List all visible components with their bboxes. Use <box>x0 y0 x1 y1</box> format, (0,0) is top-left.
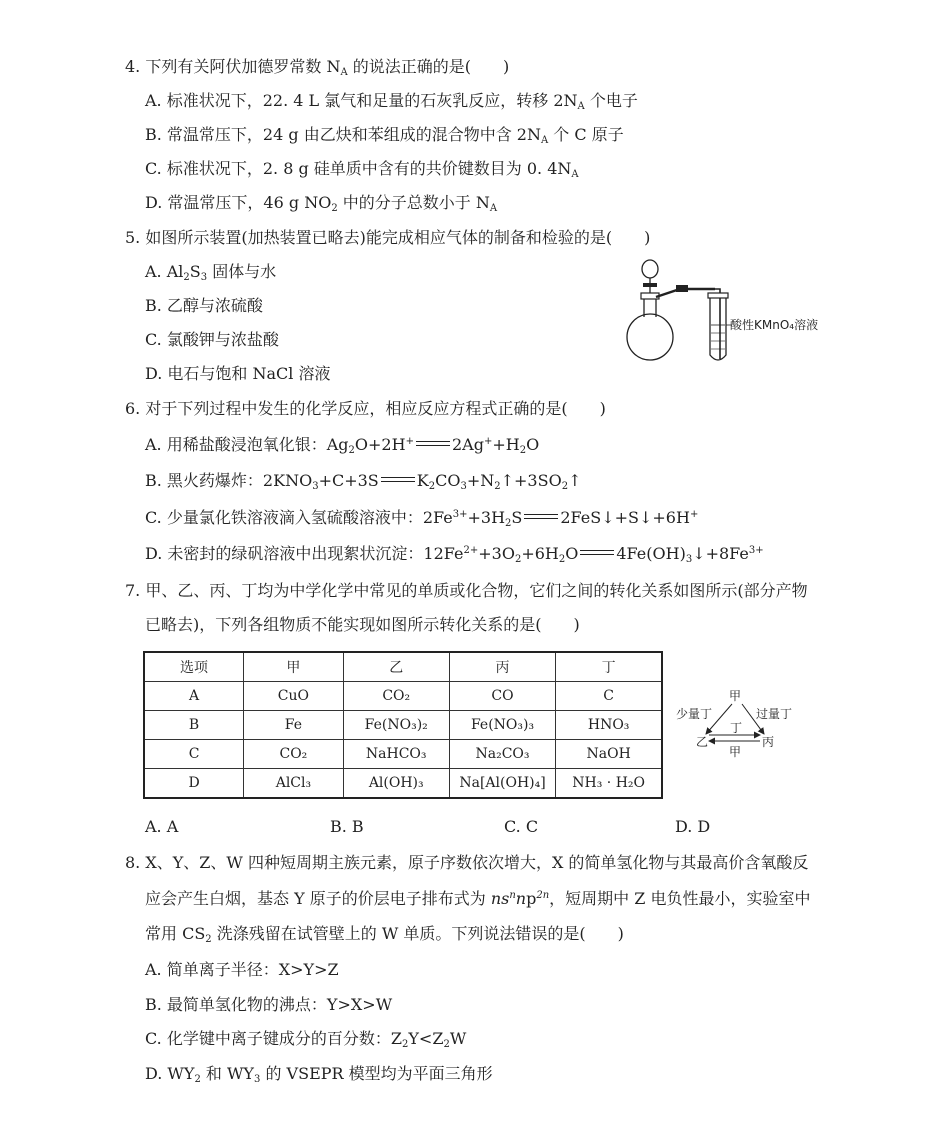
q5-option-a: A. $Al_2S_3$ 固体与水 <box>145 262 277 283</box>
table-row <box>144 740 662 769</box>
table-cell: D <box>144 769 244 799</box>
q4-option-c: C. 标准状况下，2. 8 g 硅单质中含有的共价键数目为 0. $4N_A$ <box>145 159 579 180</box>
table-cell: A <box>144 682 244 711</box>
q7-answer-a: A. A <box>145 817 179 836</box>
q6-option-a: A. 用稀盐酸浸泡氧化银：$Ag_2O+2H^+$ $2Ag^++H_2O$ <box>145 435 540 456</box>
table-cell: NH₃ · H₂O <box>556 769 662 799</box>
edge-label-right: 过量丁 <box>756 707 793 721</box>
q6-option-d: D. 未密封的绿矾溶液中出现絮状沉淀：$12Fe^{2+}+3O_2+6H_2O$ $4Fe(OH)_3↓+8Fe^{3+}$ <box>145 544 764 565</box>
q5-option-c: C. 氯酸钾与浓盐酸 <box>145 330 279 349</box>
table-cell: AlCl₃ <box>244 769 344 799</box>
table-cell: Fe(NO₃)₂ <box>343 711 449 740</box>
table-row <box>144 711 662 740</box>
table-header-row <box>144 652 662 682</box>
q7-answer-d: D. D <box>675 817 711 836</box>
edge-label-mid-top: 丁 <box>730 721 743 735</box>
q5-option-d: D. 电石与饱和 NaCl 溶液 <box>145 364 331 383</box>
q8-stem-line1: 8. X、Y、Z、W 四种短周期主族元素，原子序数依次增大，X 的简单氢化物与其最高价含氧酸反 <box>125 853 809 872</box>
table-header: 丁 <box>556 652 662 682</box>
q7-answer-c: C. C <box>504 817 539 836</box>
table-row <box>144 769 662 799</box>
q7-stem-line1: 7. 甲、乙、丙、丁均为中学化学中常见的单质或化合物，它们之间的转化关系如图所示(部分产物 <box>125 581 808 600</box>
q4-option-a: A. 标准状况下，22. 4 L 氯气和足量的石灰乳反应，转移 $2N_A$ 个电子 <box>145 91 638 112</box>
q8-option-a: A. 简单离子半径：X>Y>Z <box>145 960 339 979</box>
table-row <box>144 682 662 711</box>
q7-transformation-diagram <box>676 688 826 778</box>
q7-options-table <box>143 651 663 799</box>
table-cell: NaHCO₃ <box>343 740 449 769</box>
q8-option-b: B. 最简单氢化物的沸点：Y>X>W <box>145 995 393 1014</box>
q4-option-b: B. 常温常压下，24 g 由乙炔和苯组成的混合物中含 $2N_A$ 个 C 原子 <box>145 125 624 146</box>
table-cell: CuO <box>244 682 344 711</box>
table-cell: C <box>144 740 244 769</box>
table-header: 甲 <box>244 652 344 682</box>
table-cell: C <box>556 682 662 711</box>
table-cell: B <box>144 711 244 740</box>
node-bing: 丙 <box>762 735 775 749</box>
q8-option-d: D. $WY_2$ 和 $WY_3$ 的 VSEPR 模型均为平面三角形 <box>145 1064 493 1085</box>
q7-answer-b: B. B <box>330 817 364 836</box>
q8-option-c: C. 化学键中离子键成分的百分数：$Z_2Y<Z_2W$ <box>145 1029 467 1050</box>
node-yi: 乙 <box>696 735 709 749</box>
table-cell: CO₂ <box>244 740 344 769</box>
table-cell: Na[Al(OH)₄] <box>449 769 556 799</box>
edge-label-left: 少量丁 <box>676 707 713 721</box>
table-cell: Fe(NO₃)₃ <box>449 711 556 740</box>
table-header: 丙 <box>449 652 556 682</box>
q6-option-b: B. 黑火药爆炸：$2KNO_3+C+3S$ $K_2CO_3+N_2↑+3SO_2↑$ <box>145 471 582 492</box>
table-cell: CO₂ <box>343 682 449 711</box>
table-cell: Fe <box>244 711 344 740</box>
q8-stem-line3: 常用 $CS_2$ 洗涤残留在试管壁上的 W 单质。下列说法错误的是( ) <box>145 924 624 945</box>
q4-stem: 4. 下列有关阿伏加德罗常数 $N_A$ 的说法正确的是( ) <box>125 57 510 78</box>
table-cell: Na₂CO₃ <box>449 740 556 769</box>
q5-stem: 5. 如图所示装置(加热装置已略去)能完成相应气体的制备和检验的是( ) <box>125 228 651 247</box>
node-jia: 甲 <box>729 689 742 703</box>
table-cell: NaOH <box>556 740 662 769</box>
reagent-label: 酸性KMnO₄溶液 <box>730 318 819 332</box>
table-header: 乙 <box>343 652 449 682</box>
q4-option-d: D. 常温常压下，46 g $NO_2$ 中的分子总数小于 $N_A$ <box>145 193 498 214</box>
q6-option-c: C. 少量氯化铁溶液滴入氢硫酸溶液中：$2Fe^{3+}+3H_2S$ 2FeS↓+S↓+6H+ <box>145 508 699 529</box>
table-cell: CO <box>449 682 556 711</box>
q6-stem: 6. 对于下列过程中发生的化学反应，相应反应方程式正确的是( ) <box>125 399 606 418</box>
table-cell: Al(OH)₃ <box>343 769 449 799</box>
q5-option-b: B. 乙醇与浓硫酸 <box>145 296 263 315</box>
gas-apparatus-diagram <box>630 255 860 375</box>
q7-stem-line2: 已略去)，下列各组物质不能实现如图所示转化关系的是( ) <box>145 615 580 634</box>
edge-label-mid-bottom: 甲 <box>729 745 742 759</box>
table-cell: HNO₃ <box>556 711 662 740</box>
q8-stem-line2: 应会产生白烟，基态 Y 原子的价层电子排布式为 $ns^nnp^{2n}$，短周期中 Z 电负性最小，实验室中 <box>145 889 811 908</box>
table-header: 选项 <box>144 652 244 682</box>
